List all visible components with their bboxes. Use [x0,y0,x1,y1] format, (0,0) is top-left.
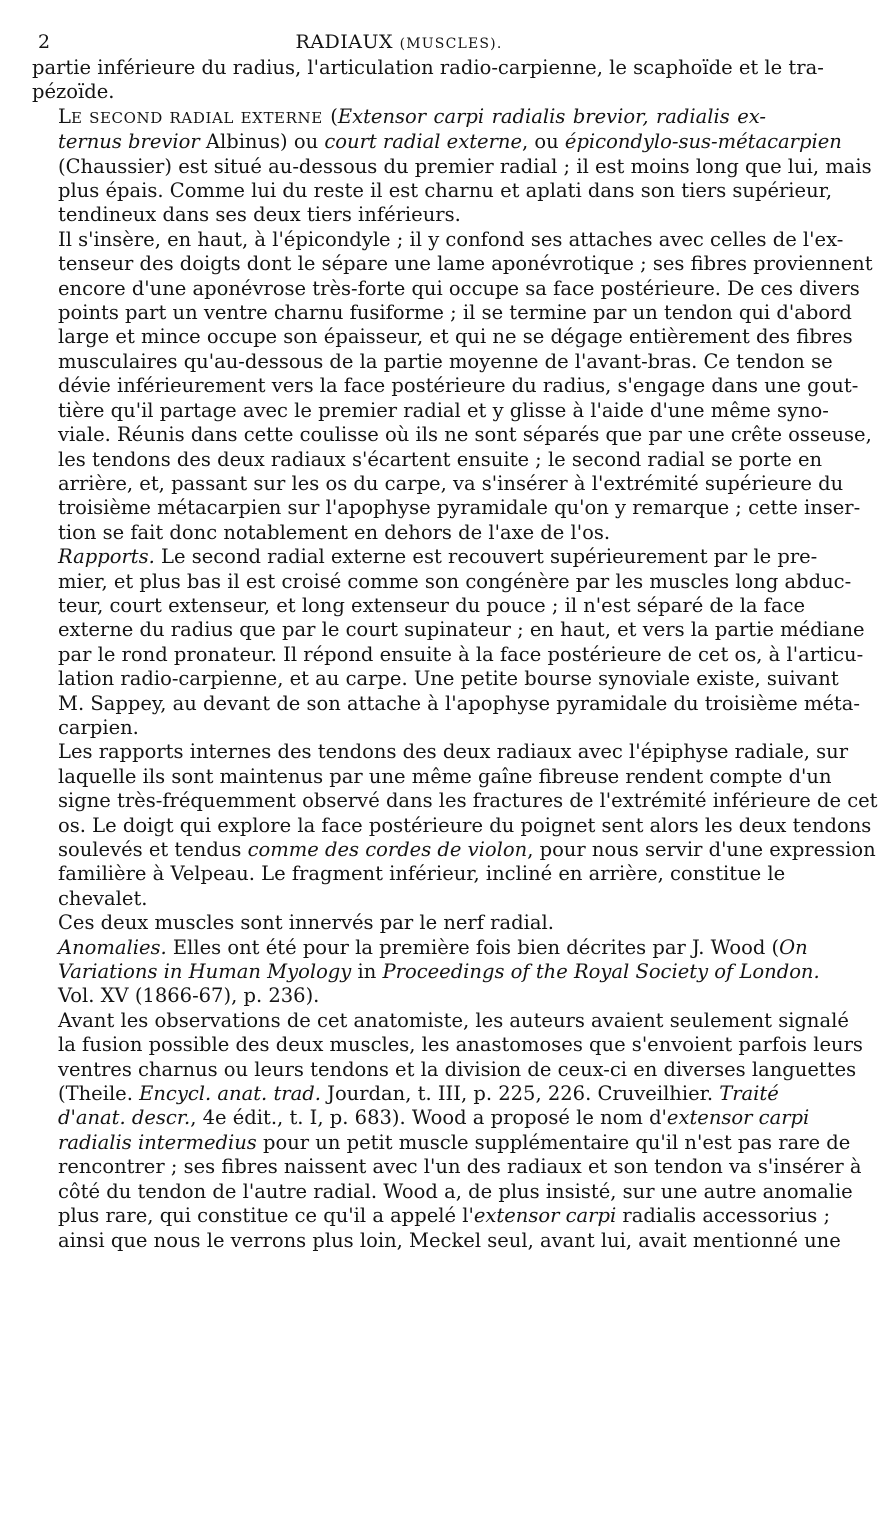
text-line: encore d'une aponévrose très-forte qui occupe sa face postérieure. De ces divers [58,276,860,300]
paragraph-p2 [32,104,872,228]
paragraph-p1 [32,56,824,105]
text-line: tendineux dans ses deux tiers inférieurs. [58,203,461,227]
paragraph-p3 [32,227,873,545]
text-line: LE SECOND RADIAL EXTERNE (Extensor carpi radialis brevior, radialis ex- [58,104,767,128]
running-header [32,28,766,52]
text-line: Rapports. Le second radial externe est recouvert supérieurement par le pre- [58,545,818,569]
running-title-main: RADIAUX [295,31,394,53]
text-line: Anomalies. Elles ont été pour la première fois bien décrites par J. Wood (On [58,935,808,959]
text-line: points part un ventre charnu fusiforme ; il se termine par un tendon qui d'abord [58,301,852,325]
body-text [32,56,878,1253]
text-line: troisième métacarpien sur l'apophyse pyramidale qu'on y remarque ; cette inser- [58,496,861,520]
text-line: arrière, et, passant sur les os du carpe, va s'insérer à l'extrémité supérieure du [58,471,844,495]
text-line: par le rond pronateur. Il répond ensuite à la face postérieure de cet os, à l'articu- [58,642,864,666]
paragraph-p8 [32,1008,863,1253]
text-line: lation radio-carpienne, et au carpe. Une petite bourse synoviale existe, suivant [58,667,839,691]
text-line: la fusion possible des deux muscles, les anastomoses que s'envoient parfois leurs [58,1033,863,1057]
text-line: Vol. XV (1866-67), p. 236). [58,984,320,1008]
text-line: Il s'insère, en haut, à l'épicondyle ; il y confond ses attaches avec celles de l'ex- [58,227,844,251]
text-line: rencontrer ; ses fibres naissent avec l'un des radiaux et son tendon va s'insérer à [58,1155,862,1179]
text-line: familière à Velpeau. Le fragment inférieur, incliné en arrière, constitue le [58,862,786,886]
text-line: soulevés et tendus comme des cordes de violon, pour nous servir d'une expression [58,838,876,861]
text-line: (Chaussier) est situé au-dessous du premier radial ; il est moins long que lui, mais [58,154,872,178]
text-line: ainsi que nous le verrons plus loin, Meckel seul, avant lui, avait mentionné une [58,1228,841,1252]
text-line: viale. Réunis dans cette coulisse où ils ne sont séparés que par une crête osseuse, [58,423,872,447]
text-line: (Theile. Encycl. anat. trad. Jourdan, t. III, p. 225, 226. Cruveilhier. Traité [58,1082,779,1106]
text-line: mier, et plus bas il est croisé comme son congénère par les muscles long abduc- [58,569,852,593]
text-line: les tendons des deux radiaux s'écartent ensuite ; le second radial se porte en [58,447,823,471]
text-line: plus épais. Comme lui du reste il est charnu et aplati dans son tiers supérieur, [58,179,833,203]
paragraph-p5 [32,740,878,911]
text-line: d'anat. descr., 4e édit., t. I, p. 683). Wood a proposé le nom d'extensor carpi [58,1106,810,1130]
text-line: M. Sappey, au devant de son attache à l'apophyse pyramidale du troisième méta- [58,691,860,715]
text-line: tenseur des doigts dont le sépare une lame aponévrotique ; ses fibres proviennent [58,252,873,276]
text-line: Les rapports internes des tendons des deux radiaux avec l'épiphyse radiale, sur [58,740,849,764]
text-line: tion se fait donc notablement en dehors de l'axe de l'os. [58,520,611,544]
running-title [32,30,766,56]
text-line: côté du tendon de l'autre radial. Wood a, de plus insisté, sur une autre anomalie [58,1179,853,1203]
text-line: signe très-fréquemment observé dans les fractures de l'extrémité inférieure de cet [58,789,878,813]
text-line: chevalet. [58,886,148,910]
text-line: Variations in Human Myology in Proceedings of the Royal Society of London. [58,960,820,984]
text-line: ventres charnus ou leurs tendons et la division de ceux-ci en diverses languettes [58,1057,857,1081]
paragraph-p4 [32,545,865,740]
text-line: pézoïde. [32,80,115,104]
running-title-subtitle: (MUSCLES). [399,36,503,52]
text-line: plus rare, qui constitue ce qu'il a appelé l'extensor carpi radialis accessorius ; [58,1204,831,1228]
page-number: 2 [38,31,51,53]
text-line: large et mince occupe son épaisseur, et qui ne se dégage entièrement des fibres [58,325,853,349]
text-line: laquelle ils sont maintenus par une même gaîne fibreuse rendent compte d'un [58,764,832,788]
paragraph-p7 [32,935,820,1009]
text-line: os. Le doigt qui explore la face postérieure du poignet sent alors les deux tendons [58,813,872,837]
document-page [32,28,878,1253]
paragraph-p6 [32,911,766,935]
text-line: musculaires qu'au-dessous de la partie moyenne de l'avant-bras. Ce tendon se [58,349,833,373]
text-line: Ces deux muscles sont innervés par le nerf radial. [58,911,554,935]
text-line: dévie inférieurement vers la face postérieure du radius, s'engage dans une gout- [58,374,859,398]
text-line: Avant les observations de cet anatomiste, les auteurs avaient seulement signalé [58,1008,849,1032]
text-line: partie inférieure du radius, l'articulation radio-carpienne, le scaphoïde et le tra- [32,56,824,79]
text-line: teur, court extenseur, et long extenseur du pouce ; il n'est séparé de la face [58,593,806,617]
text-line: radialis intermedius pour un petit muscle supplémentaire qu'il n'est pas rare de [58,1130,851,1154]
text-line: carpien. [58,715,139,739]
text-line: tière qu'il partage avec le premier radial et y glisse à l'aide d'une même syno- [58,398,829,422]
text-line: externe du radius que par le court supinateur ; en haut, et vers la partie médiane [58,618,865,642]
text-line: ternus brevior Albinus) ou court radial externe, ou épicondylo-sus-métacarpien [58,130,842,154]
